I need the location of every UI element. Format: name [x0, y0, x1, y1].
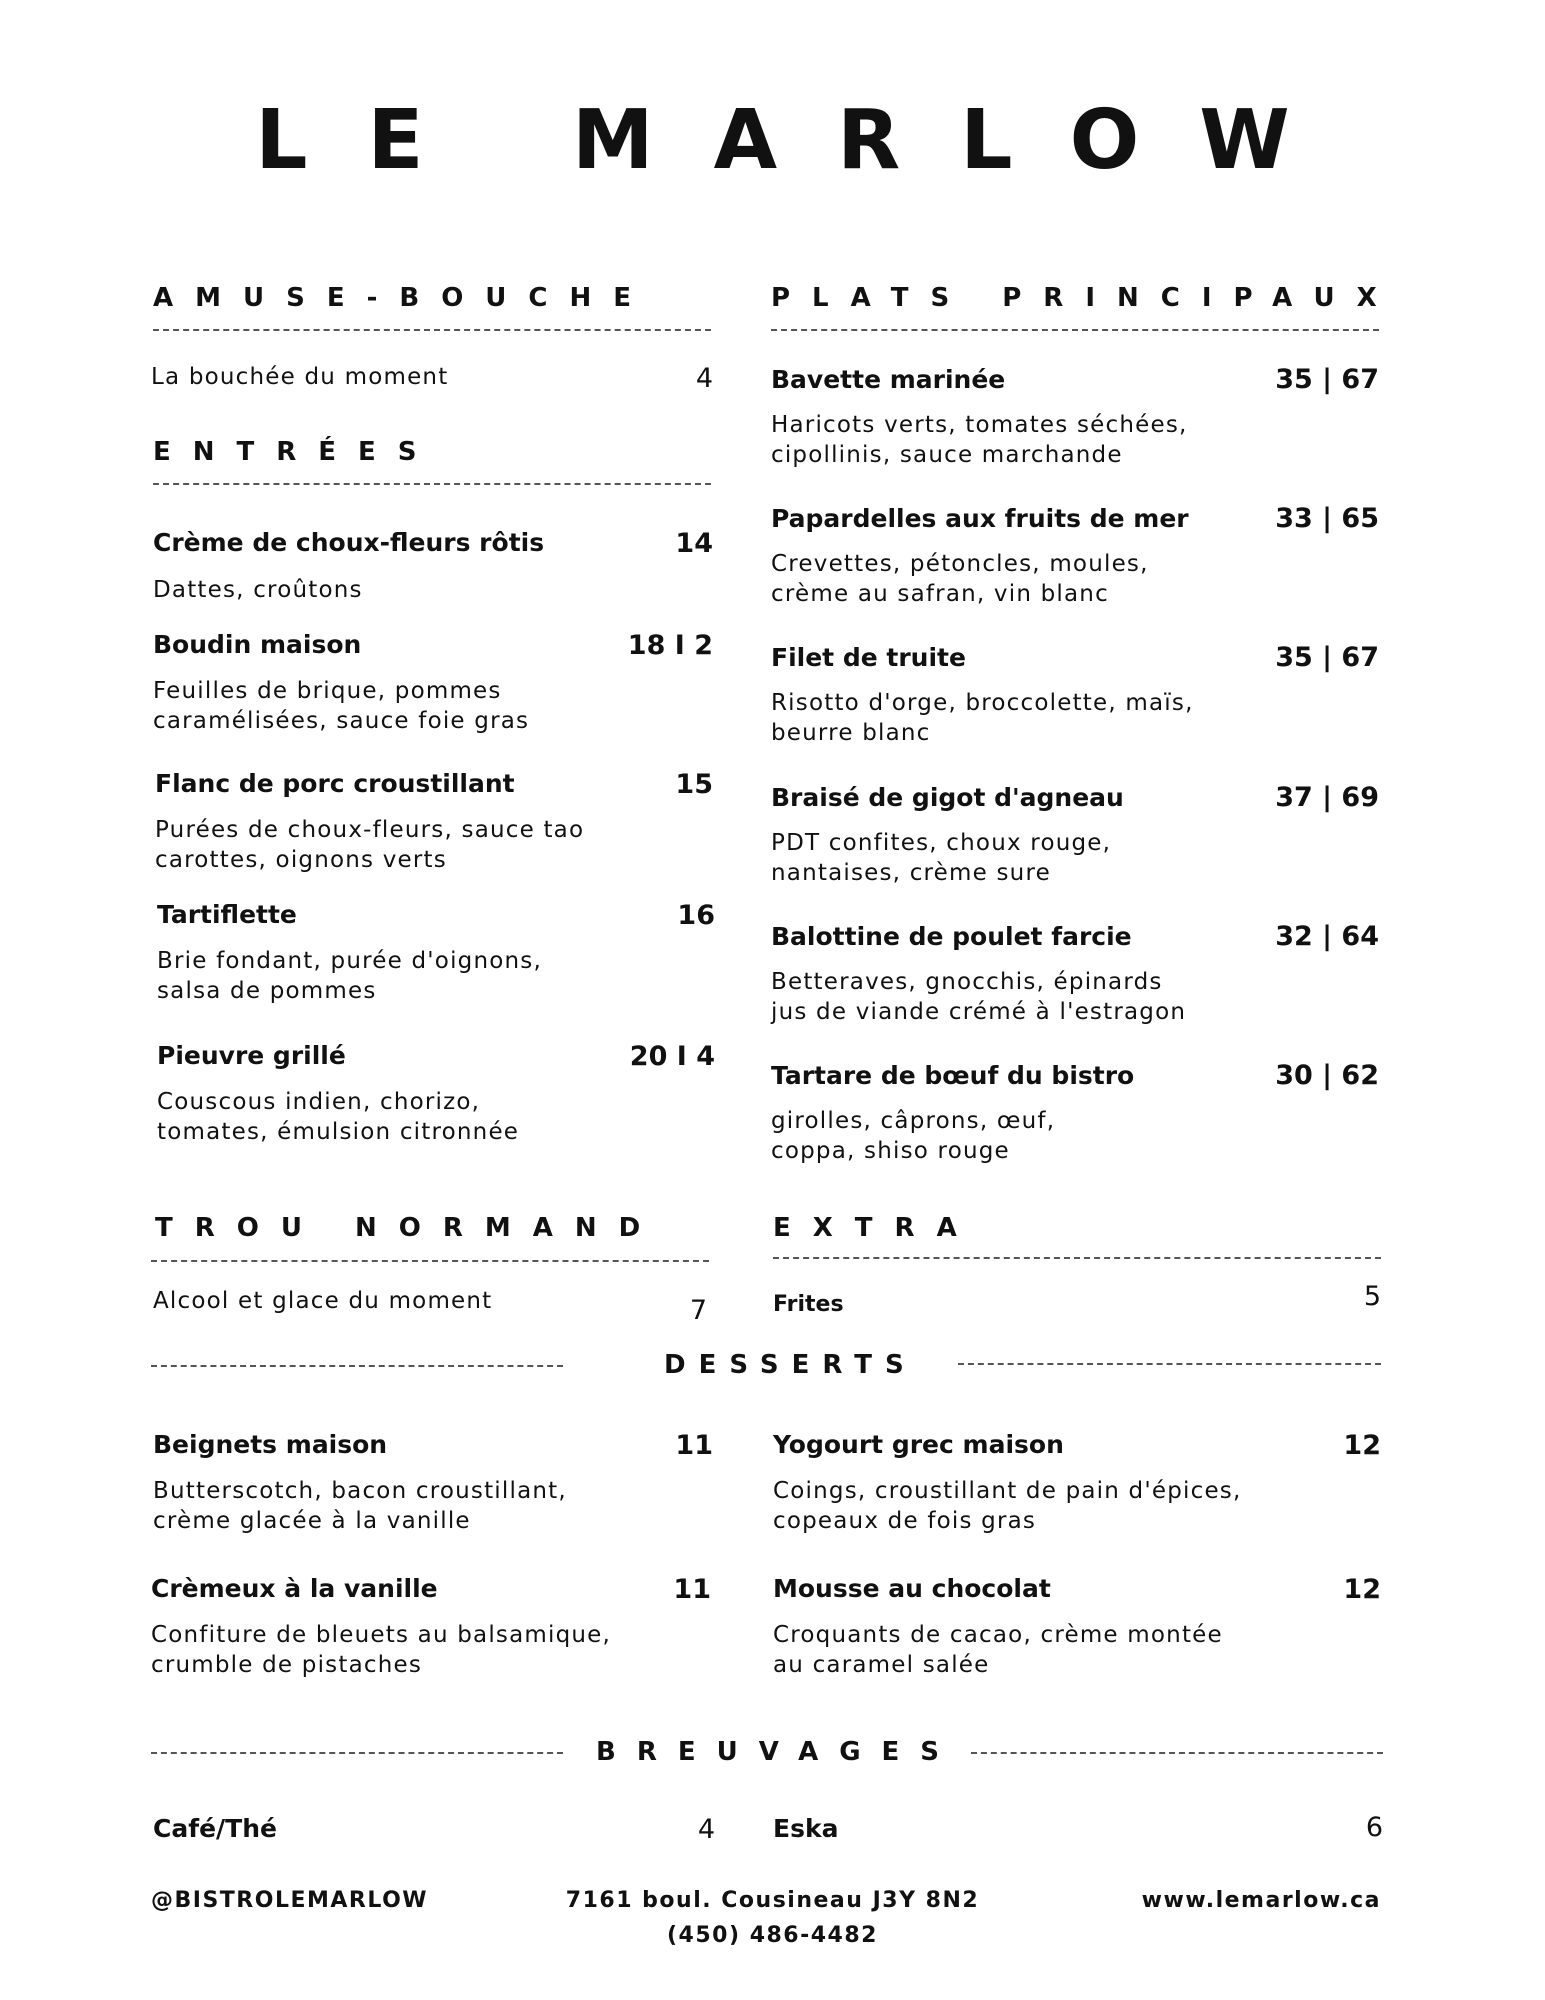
section-heading-breuvages: BREUVAGES	[596, 1737, 961, 1767]
extra-item-price: 5	[1363, 1281, 1381, 1312]
section-divider	[771, 329, 1379, 331]
amuse-item-price: 4	[695, 363, 713, 394]
section-heading-desserts: DESSERTS	[664, 1350, 917, 1380]
footer-phone: (450) 486-4482	[667, 1923, 878, 1948]
plat-item-price: 35 | 67	[1275, 364, 1379, 395]
breuvages-divider-right	[971, 1752, 1383, 1754]
section-heading-trou-normand: TROU NORMAND	[155, 1213, 663, 1243]
plat-item-desc: girolles, câprons, œuf,	[771, 1108, 1056, 1134]
extra-item-name: Frites	[773, 1292, 844, 1317]
entree-item-desc: Feuilles de brique, pommes	[153, 678, 502, 704]
plat-item-desc: cipollinis, sauce marchande	[771, 442, 1123, 468]
plat-item-desc: crème au safran, vin blanc	[771, 581, 1109, 607]
dessert-item-desc: Croquants de cacao, crème montée	[773, 1622, 1223, 1648]
plat-item-desc: coppa, shiso rouge	[771, 1138, 1010, 1164]
entree-item-name: Pieuvre grillé	[157, 1041, 346, 1070]
entree-item-desc: carottes, oignons verts	[155, 847, 447, 873]
entree-item-desc: caramélisées, sauce foie gras	[153, 708, 530, 734]
breuvage-item-price: 6	[1365, 1812, 1383, 1843]
dessert-item-desc: crumble de pistaches	[151, 1652, 423, 1678]
dessert-item-desc: Confiture de bleuets au balsamique,	[151, 1622, 612, 1648]
plat-item-price: 33 | 65	[1275, 503, 1379, 534]
restaurant-title: LE MARLOW	[255, 93, 1350, 188]
entree-item-desc: Brie fondant, purée d'oignons,	[157, 948, 542, 974]
plat-item-price: 37 | 69	[1275, 782, 1379, 813]
plat-item-desc: beurre blanc	[771, 720, 931, 746]
plat-item-name: Filet de truite	[771, 643, 966, 672]
entree-item-desc: Couscous indien, chorizo,	[157, 1089, 481, 1115]
dessert-item-desc: crème glacée à la vanille	[153, 1508, 471, 1534]
entree-item-price: 20 I 4	[629, 1041, 715, 1072]
plat-item-desc: Risotto d'orge, broccolette, maïs,	[771, 690, 1194, 716]
plat-item-name: Balottine de poulet farcie	[771, 922, 1132, 951]
dessert-item-name: Yogourt grec maison	[773, 1430, 1064, 1459]
section-heading-extra: EXTRA	[773, 1213, 979, 1243]
plat-item-price: 32 | 64	[1275, 921, 1379, 952]
dessert-item-name: Crèmeux à la vanille	[151, 1574, 438, 1603]
footer-social-handle: @BISTROLEMARLOW	[151, 1888, 429, 1913]
dessert-item-desc: Coings, croustillant de pain d'épices,	[773, 1478, 1242, 1504]
plat-item-price: 30 | 62	[1275, 1060, 1379, 1091]
entree-item-price: 14	[675, 528, 713, 559]
plat-item-desc: jus de viande crémé à l'estragon	[771, 999, 1187, 1025]
dessert-item-price: 12	[1343, 1574, 1381, 1605]
plat-item-name: Bavette marinée	[771, 365, 1006, 394]
dessert-item-price: 11	[675, 1430, 713, 1461]
dessert-item-desc: au caramel salée	[773, 1652, 990, 1678]
section-heading-entrees: ENTRÉES	[153, 437, 439, 467]
breuvage-item-name: Eska	[773, 1814, 839, 1843]
section-divider	[153, 483, 711, 485]
dessert-item-price: 11	[673, 1574, 711, 1605]
dessert-item-desc: copeaux de fois gras	[773, 1508, 1037, 1534]
breuvage-item-price: 4	[697, 1814, 715, 1845]
footer-website: www.lemarlow.ca	[1141, 1888, 1381, 1913]
entree-item-name: Flanc de porc croustillant	[155, 769, 515, 798]
plat-item-name: Papardelles aux fruits de mer	[771, 504, 1189, 533]
plat-item-desc: Crevettes, pétoncles, moules,	[771, 551, 1149, 577]
plat-item-name: Braisé de gigot d'agneau	[771, 783, 1124, 812]
entree-item-desc: Purées de choux-fleurs, sauce tao	[155, 817, 585, 843]
section-divider	[151, 1260, 709, 1262]
dessert-item-desc: Butterscotch, bacon croustillant,	[153, 1478, 567, 1504]
plat-item-price: 35 | 67	[1275, 642, 1379, 673]
entree-item-name: Boudin maison	[153, 630, 362, 659]
section-heading-plats-principaux: PLATS PRINCIPAUX	[771, 283, 1399, 313]
dessert-item-name: Mousse au chocolat	[773, 1574, 1051, 1603]
entree-item-name: Crème de choux-fleurs rôtis	[153, 528, 545, 557]
section-heading-amuse-bouche: AMUSE-BOUCHE	[153, 283, 654, 313]
entree-item-price: 18 I 2	[627, 630, 713, 661]
section-divider	[153, 329, 711, 331]
breuvages-divider-left	[151, 1752, 563, 1754]
desserts-divider-right	[958, 1363, 1381, 1365]
section-divider	[773, 1257, 1381, 1259]
plat-item-desc: PDT confites, choux rouge,	[771, 830, 1112, 856]
desserts-divider-left	[151, 1365, 563, 1367]
entree-item-desc: Dattes, croûtons	[153, 577, 363, 603]
plat-item-desc: Haricots verts, tomates séchées,	[771, 412, 1188, 438]
entree-item-name: Tartiflette	[157, 900, 297, 929]
footer-address: 7161 boul. Cousineau J3Y 8N2	[565, 1888, 980, 1913]
trou-item-name: Alcool et glace du moment	[153, 1288, 493, 1314]
trou-item-price: 7	[689, 1295, 707, 1326]
dessert-item-price: 12	[1343, 1430, 1381, 1461]
entree-item-price: 15	[675, 769, 713, 800]
plat-item-desc: Betteraves, gnocchis, épinards	[771, 969, 1163, 995]
entree-item-price: 16	[677, 900, 715, 931]
entree-item-desc: tomates, émulsion citronnée	[157, 1119, 520, 1145]
amuse-item-name: La bouchée du moment	[151, 364, 449, 390]
plat-item-name: Tartare de bœuf du bistro	[771, 1061, 1135, 1090]
dessert-item-name: Beignets maison	[153, 1430, 388, 1459]
entree-item-desc: salsa de pommes	[157, 978, 377, 1004]
breuvage-item-name: Café/Thé	[153, 1814, 277, 1843]
plat-item-desc: nantaises, crème sure	[771, 860, 1051, 886]
